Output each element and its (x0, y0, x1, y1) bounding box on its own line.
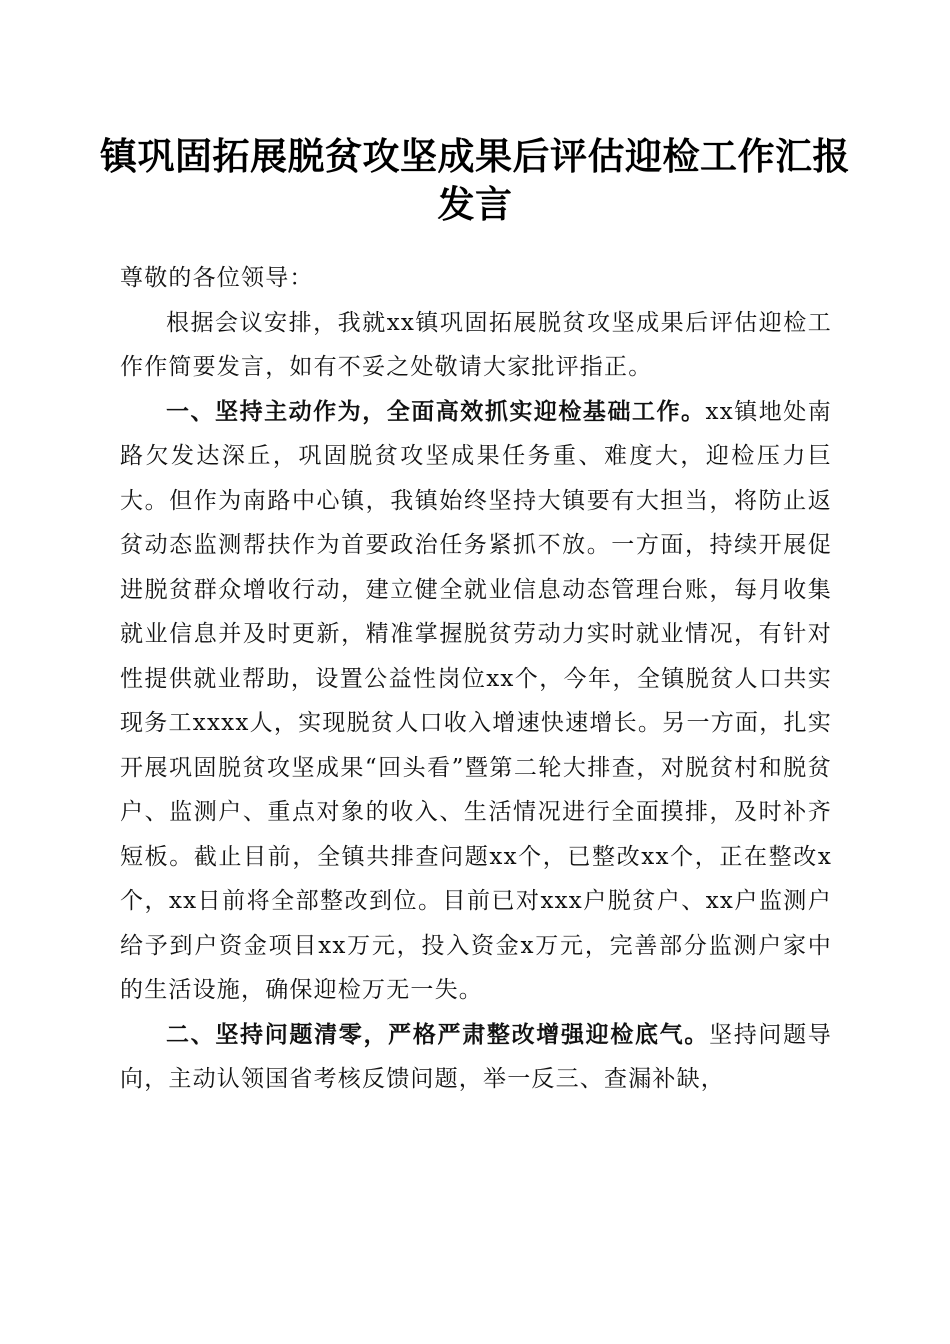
document-body (120, 256, 832, 1102)
title-line-2: 发言 (437, 182, 513, 226)
section-2-paragraph (120, 1013, 832, 1102)
section-2-heading: 二、坚持问题清零，严格严肃整改增强迎检底气。 (166, 1021, 710, 1048)
section-2-text: 坚持问题导向，主动认领国省考核反馈问题，举一反三、查漏补缺， (120, 1021, 832, 1092)
section-1-text: xx镇地处南路欠发达深丘，巩固脱贫攻坚成果任务重、难度大，迎检压力巨大。但作为南路中心镇，我镇始终坚持大镇要有大担当，将防止返贫动态监测帮扶作为首要政治任务紧抓不放。一方面，持续开展促进脱贫群众增收行动，建立健全就业信息动态管理台账，每月收集就业信息并及时更新，精准掌握脱贫劳动力实时就业情况，有针对性提供就业帮助，设置公益性岗位xx个，今年，全镇脱贫人口共实现务工xxxx人，实现脱贫人口收入增速快速增长。另一方面，扎实开展巩固脱贫攻坚成果“回头看”暨第二轮大排查，对脱贫村和脱贫户、监测户、重点对象的收入、生活情况进行全面摸排，及时补齐短板。截止目前，全镇共排查问题xx个，已整改xx个，正在整改x个，xx日前将全部整改到位。目前已对xxx户脱贫户、xx户监测户给予到户资金项目xx万元，投入资金x万元，完善部分监测户家中的生活设施，确保迎检万无一失。 (120, 398, 832, 1003)
section-1-paragraph (120, 390, 832, 1013)
title-line-1: 镇巩固拓展脱贫攻坚成果后评估迎检工作汇报 (100, 134, 850, 178)
document-title (100, 132, 850, 228)
intro-paragraph: 根据会议安排，我就xx镇巩固拓展脱贫攻坚成果后评估迎检工作作简要发言，如有不妥之处敬请大家批评指正。 (120, 309, 832, 380)
salutation: 尊敬的各位领导： (120, 265, 314, 291)
section-1-heading: 一、坚持主动作为，全面高效抓实迎检基础工作。 (166, 398, 706, 425)
